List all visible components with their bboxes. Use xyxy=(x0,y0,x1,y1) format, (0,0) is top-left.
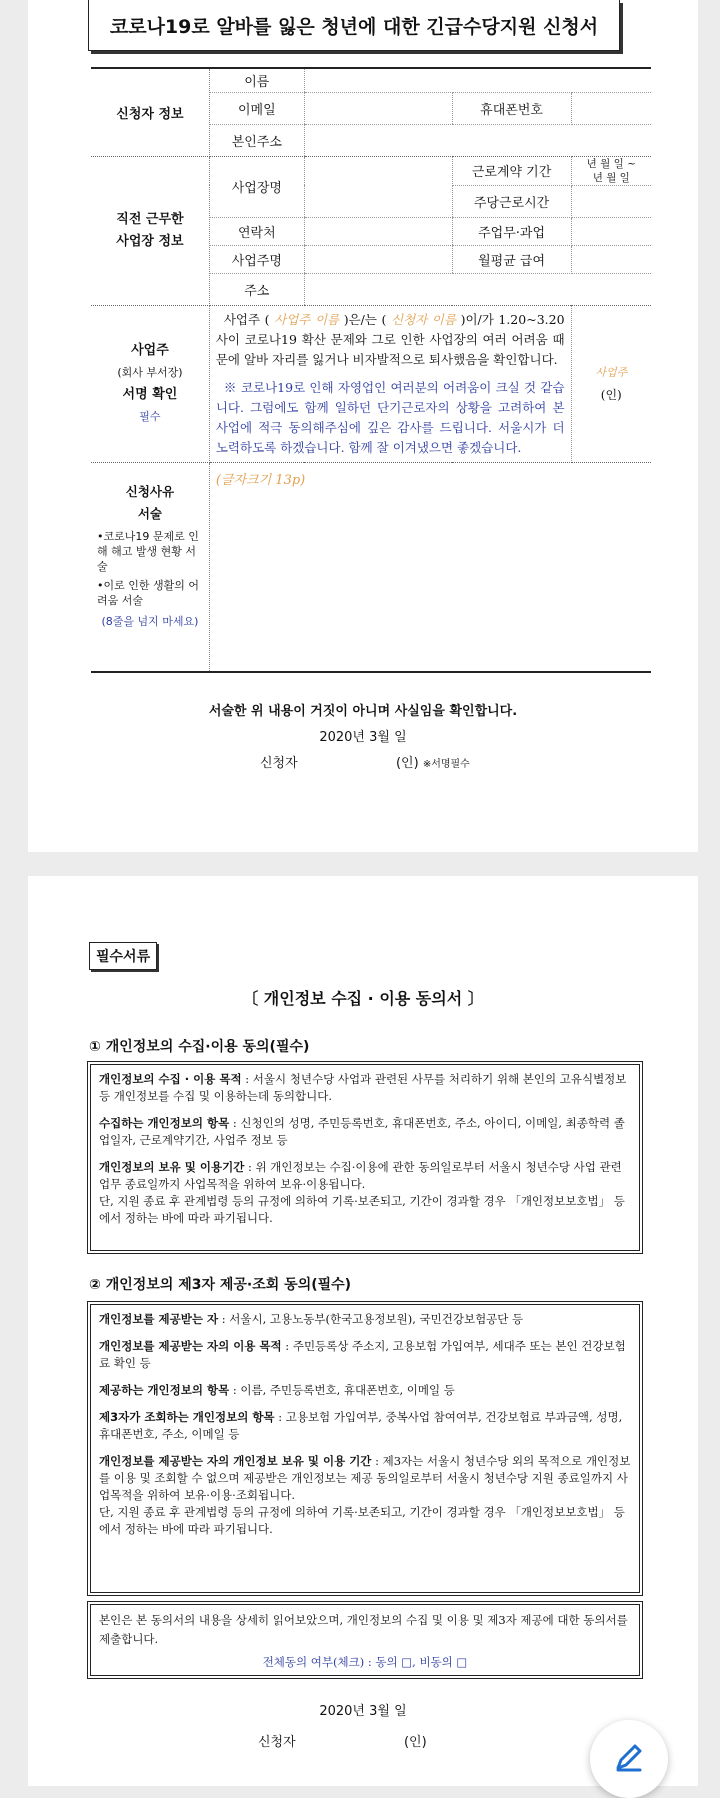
owner-seal-cell[interactable] xyxy=(571,306,651,463)
consent-applicant-label: 신청자 xyxy=(258,1735,296,1750)
owner-name-field[interactable] xyxy=(304,245,452,273)
owner-notice: ※ 코로나19로 인해 자영업인 여러분의 어려움이 크실 것 같습니다. 그럼에도 함께 일하던 단기근로자의 상황을 고려하여 본 사업에 적극 동의해주심에 깊은 감사를 드립니다. 서울시가 더 노력하도록 하겠습니다. 함께 잘 이겨냈으면 좋겠습니다. xyxy=(215,379,565,455)
period-start: 년 월 일 ~ xyxy=(586,157,636,170)
owner-sign-label xyxy=(91,306,209,463)
address-label: 본인주소 xyxy=(209,124,304,156)
consent-form-page xyxy=(28,876,698,1786)
job-label: 주업무·과업 xyxy=(452,217,571,245)
owner-sign-hint: 사업주 xyxy=(595,365,628,379)
s1-retention-body: : 위 개인정보는 수집·이용에 관한 동의일로부터 서울시 청년수당 사업 관련 업무 종료일까지 사업목적을 위하여 보유·이용됩니다. xyxy=(99,1160,622,1191)
statement-mid: )은/는 ( xyxy=(343,311,387,327)
reason-limit: (8줄을 넘지 마세요) xyxy=(101,614,199,628)
owner-name-label: 사업주명 xyxy=(209,245,304,273)
name-label: 이름 xyxy=(209,68,304,92)
s2-retention-head: 개인정보를 제공받는 자의 개인정보 보유 및 이용 기간 xyxy=(99,1454,372,1468)
applicant-seal[interactable]: (인) xyxy=(395,756,419,771)
reason-field[interactable] xyxy=(209,462,651,672)
workplace-address-label: 주소 xyxy=(209,273,304,305)
font-size-hint: (글자크기 13p) xyxy=(215,472,306,488)
s1-purpose-body: : 서울시 청년수당 사업과 관련된 사무를 처리하기 위해 본인의 고유식별정보 등 개인정보를 수집 및 이용하는데 동의합니다. xyxy=(99,1072,627,1103)
workplace-info-label xyxy=(91,156,209,306)
edit-fab-button[interactable] xyxy=(590,1720,668,1798)
consent-date: 2020년 3월 일 xyxy=(319,1704,407,1719)
statement-rest: )이/가 1.20~3.20 사이 코로나19 확산 문제와 그로 인한 사업장의 여러 어려움 때문에 알바 자리를 잃거나 비자발적으로 퇴사했음을 확인합니다. xyxy=(215,311,565,367)
consent-title: 〔 개인정보 수집 · 이용 동의서 〕 xyxy=(242,989,484,1008)
owner-name-placeholder[interactable]: 사업주 이름 xyxy=(274,311,340,327)
required-label: 필수 xyxy=(139,409,161,423)
s2-items-body: : 이름, 주민등록번호, 휴대폰번호, 이메일 등 xyxy=(229,1383,455,1397)
s2-retention-body: : 제3자는 서울시 청년수당 외의 목적으로 개인정보를 이용 및 조회할 수 없으며 제공받은 개인정보는 제공 동의일로부터 서울시 청년수당 지원 종료일까지 사업목적을 위하여 보유·이용·조회됩니다. xyxy=(99,1454,631,1502)
reason-label xyxy=(91,462,209,672)
final-consent-text: 본인은 본 동의서의 내용을 상세히 읽어보았으며, 개인정보의 수집 및 이용 및 제3자 제공에 대한 동의서를 제출합니다. xyxy=(99,1613,628,1646)
s1-items-head: 수집하는 개인정보의 항목 xyxy=(99,1116,230,1130)
email-label: 이메일 xyxy=(209,92,304,124)
contact-field[interactable] xyxy=(304,217,452,245)
form-date: 2020년 3월 일 xyxy=(319,730,407,745)
monthly-pay-field[interactable] xyxy=(571,245,651,273)
applicant-sign-label: 신청자 xyxy=(260,756,298,771)
name-field[interactable] xyxy=(304,68,651,92)
contract-period-label: 근로계약 기간 xyxy=(452,156,571,185)
job-field[interactable] xyxy=(571,217,651,245)
s2-third-head: 제3자가 조회하는 개인정보의 항목 xyxy=(99,1410,275,1424)
workplace-address-field[interactable] xyxy=(304,273,651,305)
applicant-sign-line xyxy=(260,752,470,771)
required-docs-tag: 필수서류 xyxy=(89,942,157,970)
biz-name-label: 사업장명 xyxy=(209,156,304,217)
consent-sign-line xyxy=(258,1731,427,1750)
form-title: 코로나19로 알바를 잃은 청년에 대한 긴급수당지원 신청서 xyxy=(88,0,620,51)
s1-retention-head: 개인정보의 보유 및 이용기간 xyxy=(99,1160,245,1174)
phone-label: 휴대폰번호 xyxy=(452,92,571,124)
section2-title: ② 개인정보의 제3자 제공·조회 동의(필수) xyxy=(89,1277,352,1293)
s2-recipient-head: 개인정보를 제공받는 자 xyxy=(99,1312,219,1326)
section1-title: ① 개인정보의 수집·이용 동의(필수) xyxy=(89,1039,310,1055)
owner-label: 사업주 xyxy=(131,342,169,358)
weekly-hours-field[interactable] xyxy=(571,185,651,217)
address-field[interactable] xyxy=(304,124,651,156)
s2-retention-note: 단, 지원 종료 후 관계법령 등의 규정에 의하여 기록·보존되고, 기간이 경과할 경우 「개인정보보호법」 등에서 정하는 바에 따라 파기됩니다. xyxy=(99,1505,625,1536)
sign-required-note: ※서명필수 xyxy=(422,759,470,770)
phone-field[interactable] xyxy=(571,92,651,124)
statement-prefix: 사업주 ( xyxy=(223,311,270,327)
reason-label-line1: 신청사유 xyxy=(125,483,175,499)
owner-statement xyxy=(209,306,571,463)
section1-box xyxy=(90,1064,640,1251)
owner-seal: (인) xyxy=(600,387,622,402)
weekly-hours-label: 주당근로시간 xyxy=(452,185,571,217)
reason-bullet-2: •이로 인한 생활의 어려움 서술 xyxy=(97,578,199,607)
s2-recipient-body: : 서울시, 고용노동부(한국고용정보원), 국민건강보험공단 등 xyxy=(218,1312,524,1326)
section2-box xyxy=(90,1304,640,1593)
reason-label-line2: 서술 xyxy=(137,505,162,521)
s2-purpose-body: : 주민등록상 주소지, 고용보험 가입여부, 세대주 또는 본인 건강보험료 확인 등 xyxy=(99,1339,626,1370)
s1-items-body: : 신청인의 성명, 주민등록번호, 휴대폰번호, 주소, 아이디, 이메일, 최종학력 졸업일자, 근로계약기간, 사업주 정보 등 xyxy=(99,1116,625,1147)
final-consent-box xyxy=(90,1604,640,1676)
period-end: 년 월 일 xyxy=(592,171,630,184)
s2-purpose-head: 개인정보를 제공받는 자의 이용 목적 xyxy=(99,1339,282,1353)
applicant-name-placeholder[interactable]: 신청자 이름 xyxy=(391,311,456,327)
pencil-icon xyxy=(612,1740,646,1778)
contract-period-field[interactable] xyxy=(571,156,651,185)
application-form xyxy=(91,67,651,673)
sign-confirm-label: 서명 확인 xyxy=(122,386,178,402)
overall-consent-checkboxes[interactable]: 전체동의 여부(체크) : 동의 □, 비동의 □ xyxy=(262,1655,468,1669)
email-field[interactable] xyxy=(304,92,452,124)
biz-name-field[interactable] xyxy=(304,156,452,217)
contact-label: 연락처 xyxy=(209,217,304,245)
owner-sub-label: (회사 부서장) xyxy=(117,365,183,379)
s1-purpose-head: 개인정보의 수집 · 이용 목적 xyxy=(99,1072,242,1086)
s2-third-body: : 고용보험 가입여부, 중복사업 참여여부, 건강보험료 부과금액, 성명, 휴대폰번호, 주소, 이메일 등 xyxy=(99,1410,623,1441)
applicant-info-label: 신청자 정보 xyxy=(91,68,209,156)
application-form-page xyxy=(28,0,698,852)
workplace-label-line1: 직전 근무한 xyxy=(116,211,184,227)
monthly-pay-label: 월평균 급여 xyxy=(452,245,571,273)
s1-retention-note: 단, 지원 종료 후 관계법령 등의 규정에 의하여 기록·보존되고, 기간이 경과할 경우 「개인정보보호법」 등에서 정하는 바에 따라 파기됩니다. xyxy=(99,1194,625,1225)
reason-bullet-1: •코로나19 문제로 인해 해고 발생 현황 서술 xyxy=(97,529,199,573)
workplace-label-line2: 사업장 정보 xyxy=(116,233,184,249)
s2-items-head: 제공하는 개인정보의 항목 xyxy=(99,1383,230,1397)
confirm-statement: 서술한 위 내용이 거짓이 아니며 사실임을 확인합니다. xyxy=(208,704,518,719)
consent-seal[interactable]: (인) xyxy=(403,1735,427,1750)
